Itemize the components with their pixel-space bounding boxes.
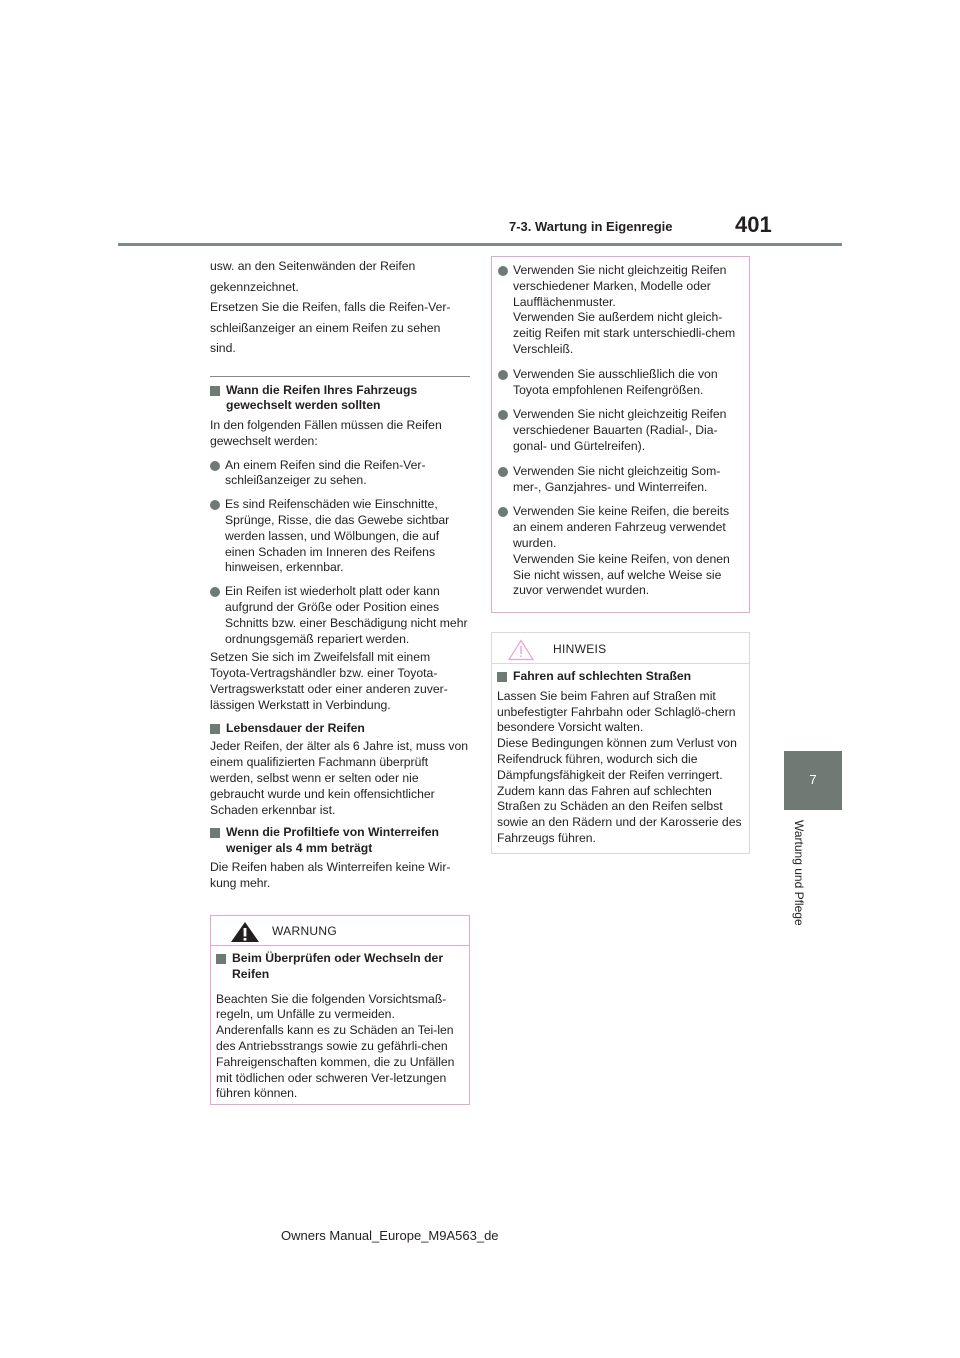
round-bullet-icon (498, 370, 508, 380)
hint-box (491, 632, 750, 854)
section-heading-text: Wann die Reifen Ihres Fahrzeugs gewechselt werden sollten (226, 382, 418, 413)
hint-heading-text: Fahren auf schlechten Straßen (513, 669, 692, 683)
warning-box-header (211, 916, 469, 946)
list-item (210, 584, 470, 647)
warning-box-body (211, 946, 469, 1102)
continuation-line: Ersetzen Sie die Reifen, falls die Reifen-Ver- (210, 300, 451, 314)
warning-text: Beachten Sie die folgenden Vorsichtsmaß-regeln, um Unfälle zu vermeiden. Anderenfalls kann es zu Schäden an Tei-len des Antriebsstrangs sowie zu gefährli-chen Fahreigenschaften kommen, die zu Unfällen mit tödlichen oder schweren Ver-letzungen führen können. (216, 991, 455, 1101)
continuation-line: usw. an den Seitenwänden der Reifen (210, 259, 416, 273)
hint-box-header (492, 633, 749, 664)
section-text: Die Reifen haben als Winterreifen keine Wir-kung mehr. (210, 860, 451, 890)
warning-box (210, 915, 470, 1105)
section-heading-winter-tread (210, 825, 470, 857)
continuation-line: sind. (210, 341, 236, 355)
header-section-title: 7-3. Wartung in Eigenregie (509, 219, 673, 234)
continuation-line: schleißanzeiger an einem Reifen zu sehen (210, 320, 441, 335)
square-bullet-icon (210, 724, 220, 734)
chapter-number: 7 (809, 772, 817, 787)
round-bullet-icon (498, 266, 508, 276)
warning-heading (216, 951, 464, 983)
section-heading-text: Wenn die Profiltiefe von Winterreifen weniger als 4 mm beträgt (226, 825, 439, 856)
hint-heading (497, 669, 744, 685)
section-heading-text: Lebensdauer der Reifen (226, 720, 365, 735)
round-bullet-icon (498, 410, 508, 420)
square-bullet-icon (497, 672, 507, 682)
list-item (210, 458, 470, 490)
list-item-text: Ein Reifen ist wiederholt platt oder kann aufgrund der Größe oder Position eines Schnitts bzw. einer Beschädigung nicht mehr ordnungsgemäß repariert werden. (225, 584, 468, 646)
section-text: Jeder Reifen, der älter als 6 Jahre ist, muss von einem qualifizierten Fachmann überprüft werden, selbst wenn er selten oder nie gebraucht wurde und kein offensichtlicher Schaden erkennbar ist. (210, 739, 469, 817)
footer-manual-id: Owners Manual_Europe_M9A563_de (281, 1228, 499, 1243)
list-item (498, 464, 743, 496)
section-outro: Setzen Sie sich im Zweifelsfall mit einem Toyota-Vertragshändler bzw. einer Toyota-Vertragswerkstatt oder einer anderen zuver-lässigen Werkstatt in Verbindung. (210, 650, 448, 712)
header-rule (118, 243, 842, 246)
list-item-text: Verwenden Sie nicht gleichzeitig Reifen verschiedener Bauarten (Radial-, Dia-gonal- und Gürtelreifen). (513, 407, 727, 453)
round-bullet-icon (210, 500, 220, 510)
list-item (498, 263, 743, 358)
square-bullet-icon (210, 386, 220, 396)
list-item (498, 367, 743, 399)
hint-text: Lassen Sie beim Fahren auf Straßen mit unbefestigter Fahrbahn oder Schlaglö-chern besondere Vorsicht walten. Diese Bedingungen können zum Verlust von Reifendruck führen, wodurch sich die Dämpfungsfähigkeit der Reifen verringert. Zudem kann das Fahren auf schlechten Straßen zu Schäden an den Reifen selbst sowie an den Rädern und der Karosserie des Fahrzeugs führen. (497, 688, 742, 845)
list-item-text: Verwenden Sie keine Reifen, die bereits an einem anderen Fahrzeug verwendet wurden. Verwenden Sie keine Reifen, von denen Sie nicht wissen, auf welche Weise sie zuvor verwendet wurden. (513, 504, 730, 598)
chapter-tab (784, 751, 842, 810)
section-heading-tire-change (210, 383, 470, 415)
page-number: 401 (735, 212, 772, 237)
left-column (210, 256, 470, 892)
square-bullet-icon (216, 954, 226, 964)
section-divider (210, 376, 470, 377)
list-item (498, 407, 743, 454)
hint-box-body (492, 664, 749, 847)
round-bullet-icon (210, 461, 220, 471)
list-item-text: Verwenden Sie ausschließlich die von Toyota empfohlenen Reifengrößen. (513, 366, 718, 397)
list-item-text: Verwenden Sie nicht gleichzeitig Reifen verschiedener Marken, Modelle oder Laufflächenmuster. Verwenden Sie außerdem nicht gleich-zeitig Reifen mit stark unterschiedli-chem Verschleiß. (513, 263, 736, 356)
warning-heading-text: Beim Überprüfen oder Wechseln der Reifen (232, 951, 444, 981)
round-bullet-icon (498, 467, 508, 477)
warning-triangle-icon (230, 921, 260, 943)
warning-continuation-box (491, 256, 750, 613)
warning-title: WARNUNG (272, 924, 337, 938)
list-item (210, 497, 470, 576)
round-bullet-icon (498, 507, 508, 517)
list-item-text: Verwenden Sie nicht gleichzeitig Som-mer-, Ganzjahres- und Winterreifen. (513, 463, 721, 494)
square-bullet-icon (210, 828, 220, 838)
continuation-line: gekennzeichnet. (210, 279, 299, 294)
hint-title: HINWEIS (553, 642, 607, 656)
round-bullet-icon (210, 587, 220, 597)
chapter-title: Wartung und Pflege (792, 820, 806, 926)
list-item-text: An einem Reifen sind die Reifen-Ver-schleißanzeiger zu sehen. (225, 457, 426, 488)
list-item-text: Es sind Reifenschäden wie Einschnitte, Sprünge, Risse, die das Gewebe sichtbar werden lassen, und Wölbungen, die auf einen Schaden im Inneren des Reifens hinweisen, erkennbar. (225, 497, 450, 575)
section-heading-tire-lifetime (210, 721, 470, 737)
section-intro: In den folgenden Fällen müssen die Reifen gewechselt werden: (210, 418, 442, 448)
list-item (498, 504, 743, 599)
hint-triangle-icon (508, 639, 534, 661)
